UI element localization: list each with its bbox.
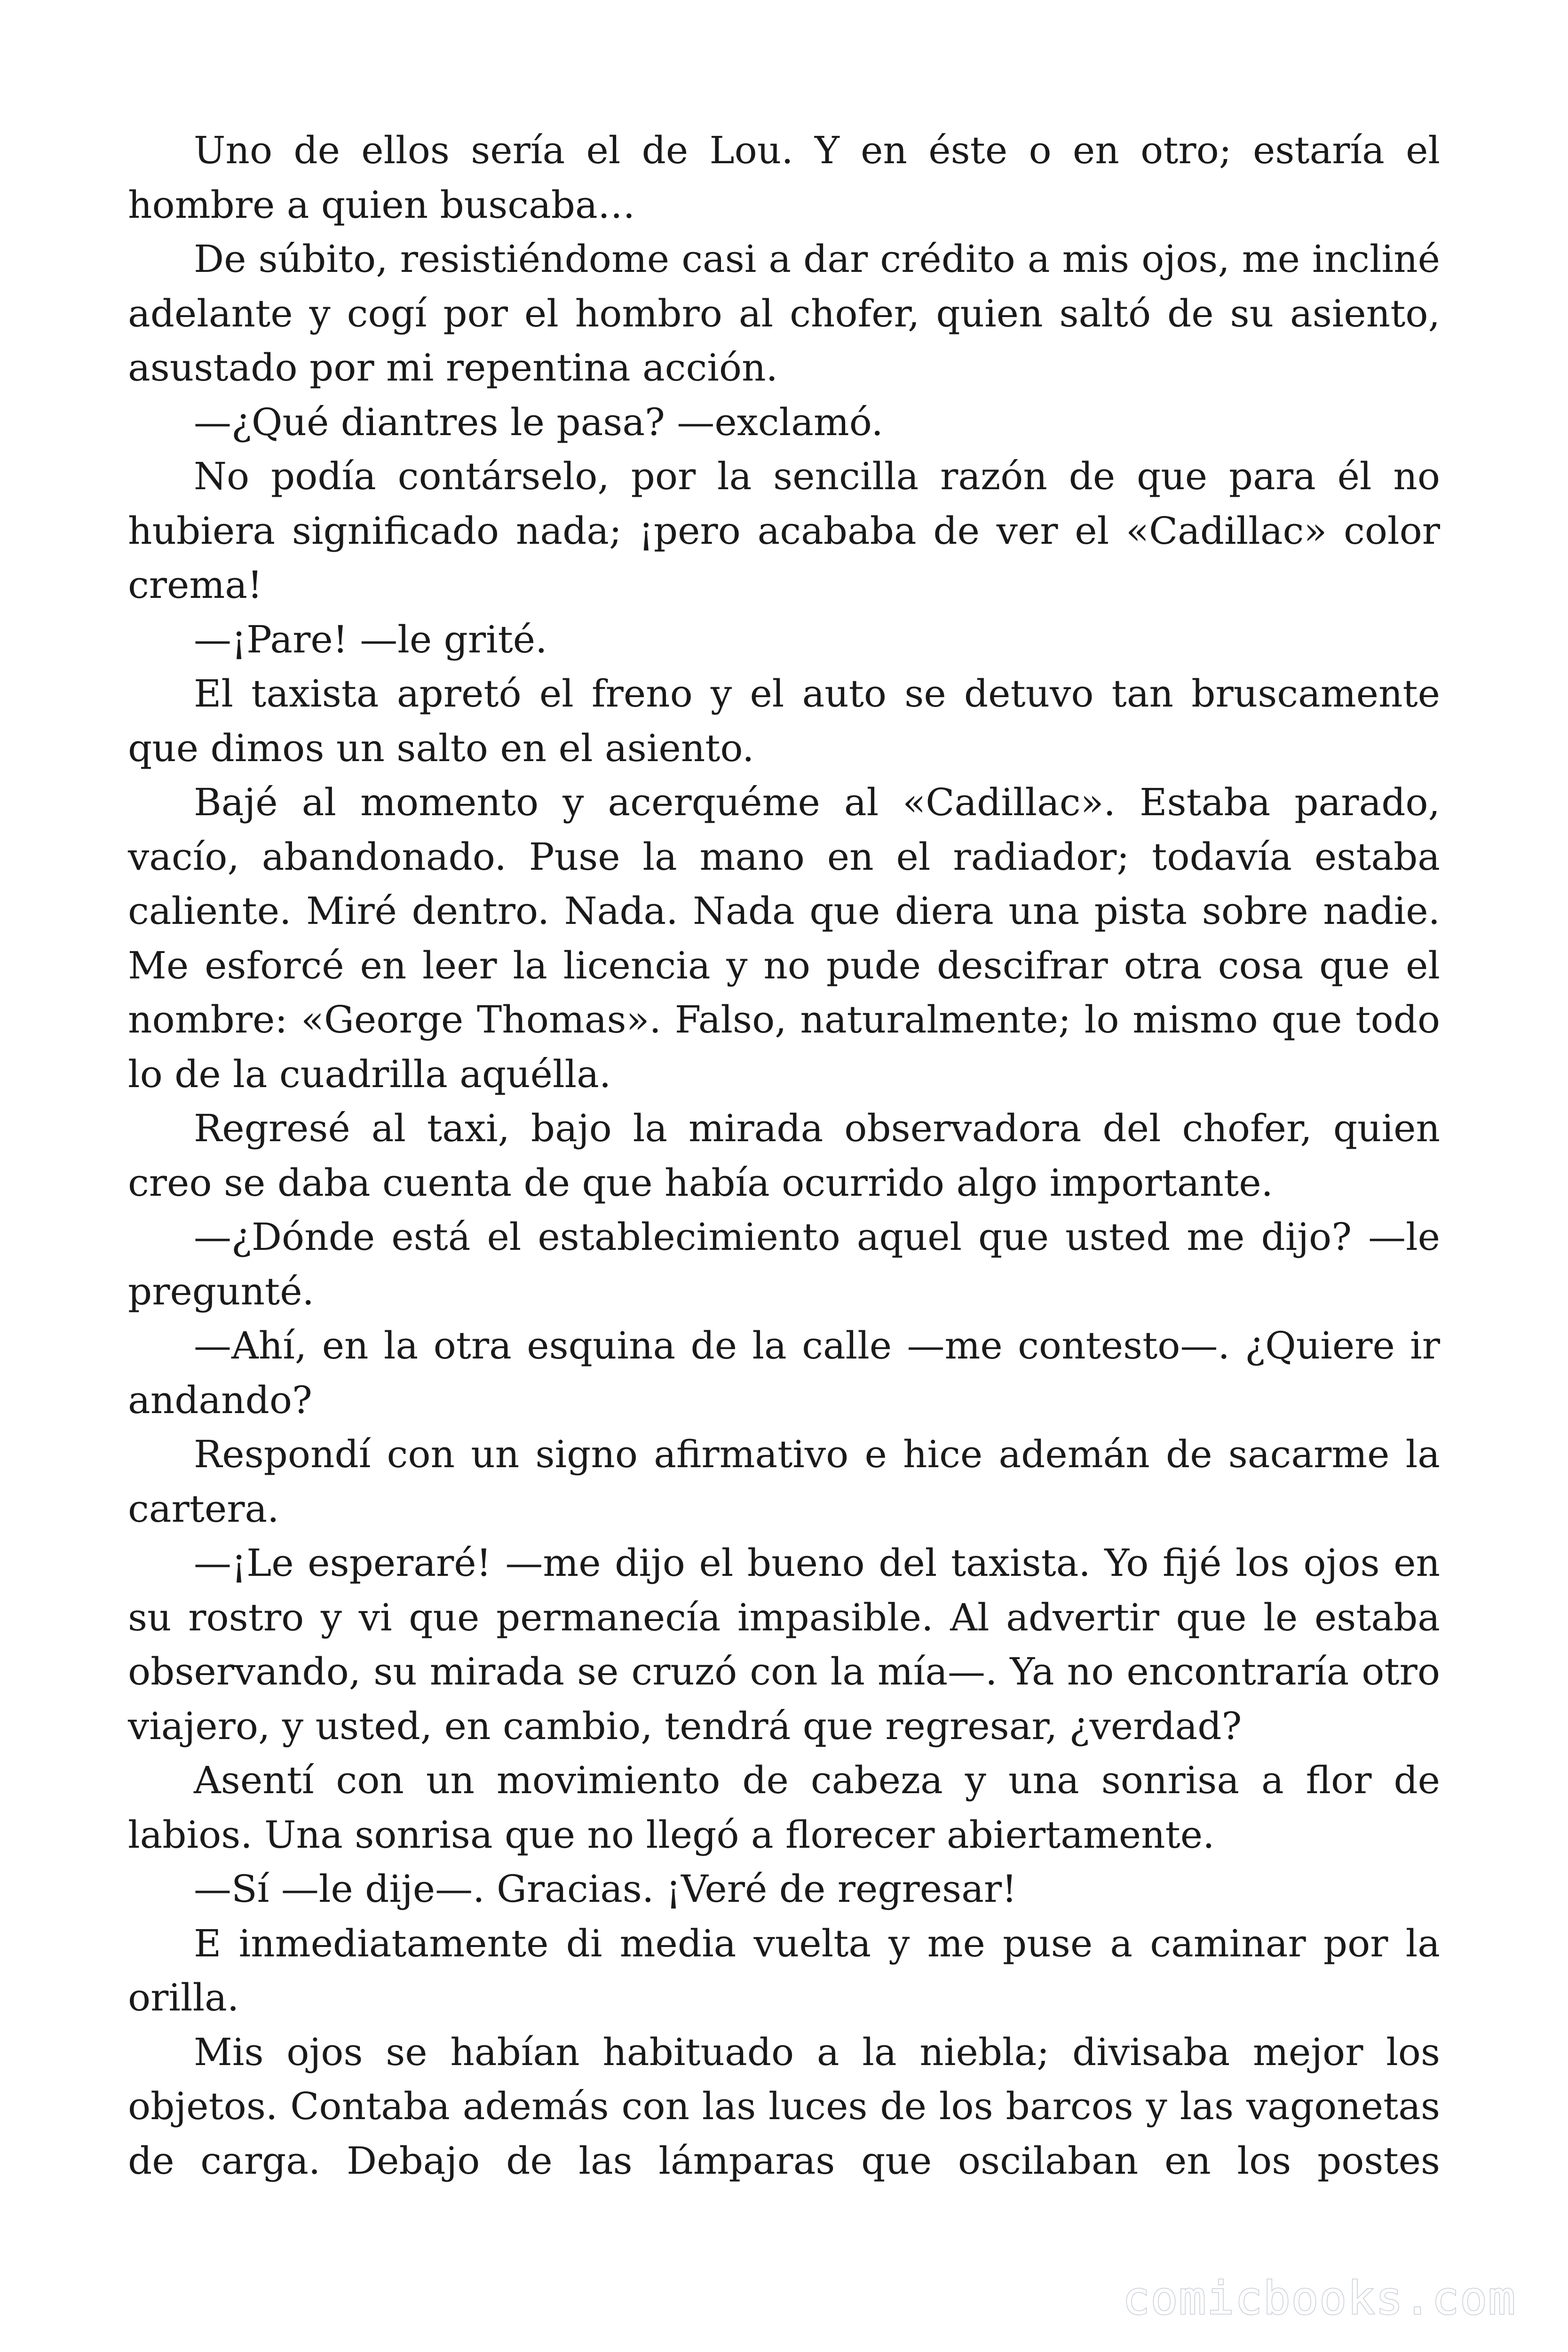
page-text [128,123,1440,2188]
paragraph: Uno de ellos sería el de Lou. Y en éste o en otro; estaría el hombre a quien buscaba… [128,128,1440,227]
paragraph: Asentí con un movimiento de cabeza y una sonrisa a flor de labios. Una sonrisa que no llegó a florecer abiertamente. [128,1758,1440,1857]
paragraph-continued: Mis ojos se habían habituado a la niebla; divisaba mejor los objetos. Contaba además con las luces de los barcos y las vagonetas de carga. Debajo de las lámparas que oscilaban en los postes [128,2030,1440,2183]
paragraph: Bajé al momento y acerquéme al «Cadillac». Estaba parado, vacío, abandonado. Puse la mano en el radiador; todavía estaba caliente. Miré dentro. Nada. Nada que diera una pista sobre nadie. Me esforcé en leer la licencia y no pude descifrar otra cosa que el nombre: «George Thomas». Falso, naturalmente; lo mismo que todo lo de la cuadrilla aquélla. [128,780,1440,1096]
paragraph: No podía contárselo, por la sencilla razón de que para él no hubiera significado nada; ¡pero acababa de ver el «Cadillac» color crema! [128,454,1440,607]
paragraph: —Ahí, en la otra esquina de la calle —me contesto—. ¿Quiere ir andando? [128,1324,1440,1422]
paragraph: El taxista apretó el freno y el auto se detuvo tan bruscamente que dimos un salto en el asiento. [128,672,1440,770]
paragraph: E inmediatamente di media vuelta y me puse a caminar por la orilla. [128,1921,1440,2019]
paragraph: Respondí con un signo afirmativo e hice ademán de sacarme la cartera. [128,1432,1440,1531]
paragraph: —Sí —le dije—. Gracias. ¡Veré de regresar! [194,1867,1017,1911]
paragraph: —¿Dónde está el establecimiento aquel que usted me dijo? —le pregunté. [128,1215,1440,1313]
paragraph: —¿Qué diantres le pasa? —exclamó. [194,400,883,444]
paragraph: De súbito, resistiéndome casi a dar crédito a mis ojos, me incliné adelante y cogí por el hombro al chofer, quien saltó de su asiento, asustado por mi repentina acción. [128,237,1440,389]
paragraph: Regresé al taxi, bajo la mirada observadora del chofer, quien creo se daba cuenta de que había ocurrido algo importante. [128,1106,1440,1205]
paragraph: —¡Pare! —le grité. [194,617,547,661]
watermark: comicbooks.com [1122,2272,1516,2325]
paragraph: —¡Le esperaré! —me dijo el bueno del taxista. Yo fijé los ojos en su rostro y vi que permanecía impasible. Al advertir que le estaba observando, su mirada se cruzó con la mía—. Ya no encontraría otro viajero, y usted, en cambio, tendrá que regresar, ¿verdad? [128,1541,1440,1748]
